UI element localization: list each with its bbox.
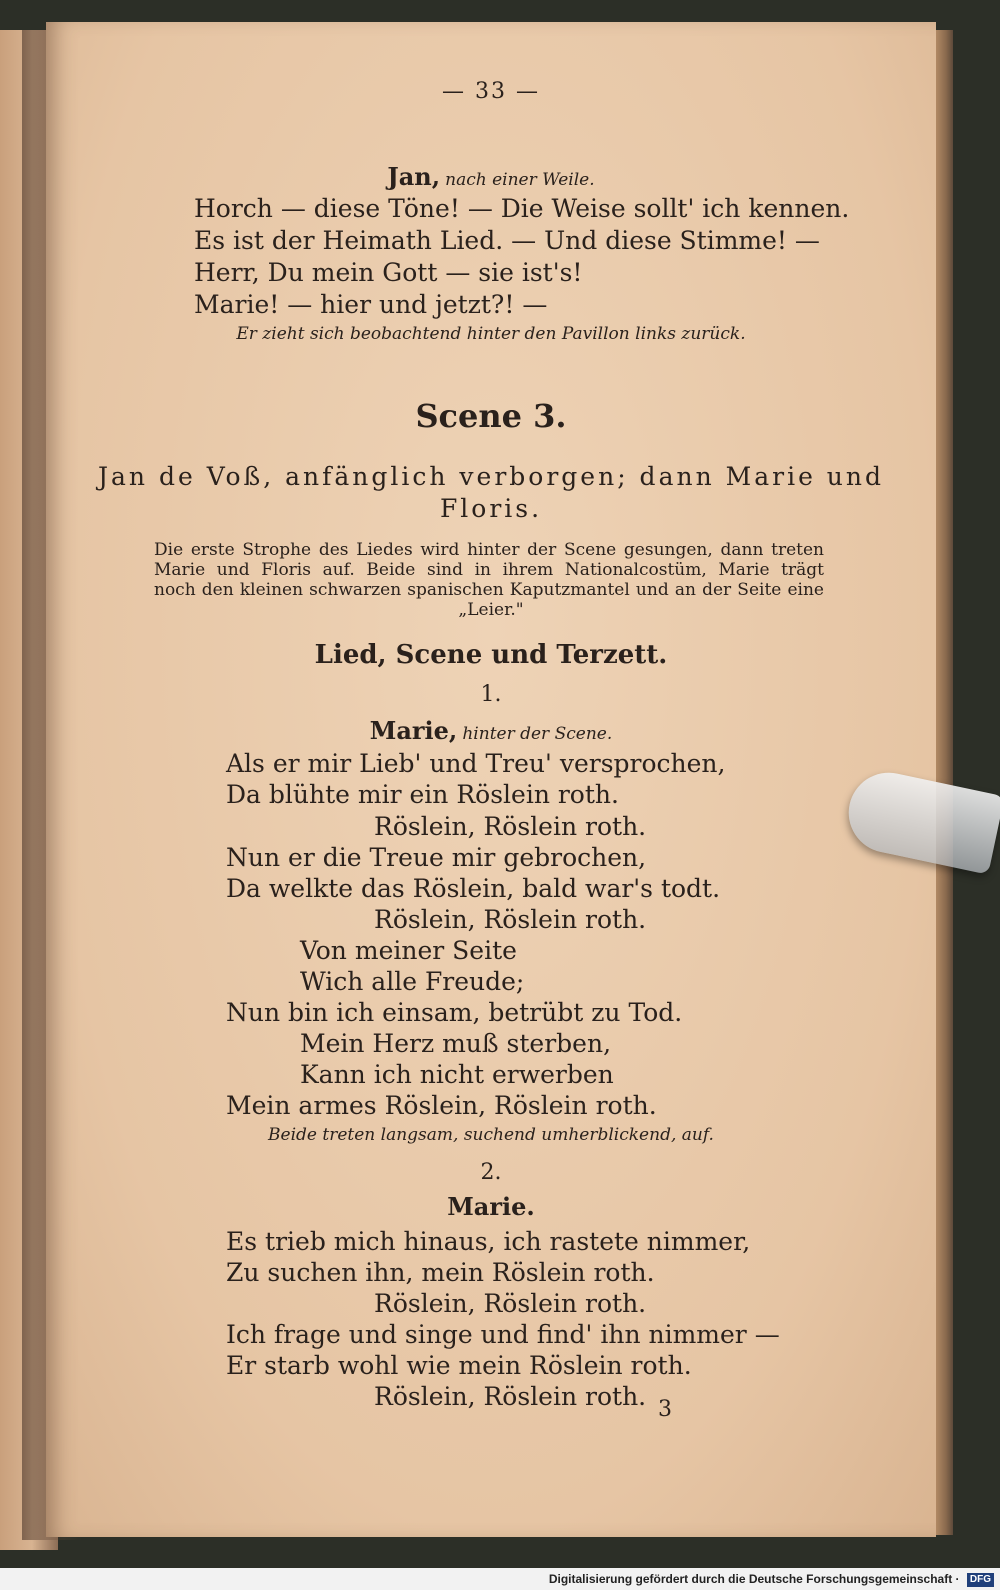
verse-line: Mein Herz muß sterben, <box>300 1029 612 1058</box>
scene-description-line: noch den kleinen schwarzen spanischen Kaputzmantel und an der Seite eine <box>154 580 824 600</box>
speaker-direction: nach einer Weile. <box>445 170 595 190</box>
verse-line: Es trieb mich hinaus, ich rastete nimmer, <box>226 1227 751 1256</box>
speaker-name: Marie. <box>447 1192 535 1221</box>
verse-number: 1. <box>480 682 502 707</box>
scene-description-line: „Leier." <box>458 600 524 620</box>
signature-mark: 3 <box>658 1397 672 1422</box>
stage-direction: Beide treten langsam, suchend umherblickend, auf. <box>268 1125 714 1145</box>
verse-line: Zu suchen ihn, mein Röslein roth. <box>226 1258 655 1287</box>
verse-line: Da welkte das Röslein, bald war's todt. <box>226 874 721 903</box>
scene-description-line: Die erste Strophe des Liedes wird hinter der Scene gesungen, dann treten <box>154 540 824 560</box>
verse-line: Wich alle Freude; <box>300 967 525 996</box>
speaker-line <box>46 162 936 191</box>
footer-credit: Digitalisierung gefördert durch die Deutsche Forschungsgemeinschaft · <box>548 1572 960 1586</box>
verse-line: Mein armes Röslein, Röslein roth. <box>226 1091 657 1120</box>
verse-line: Von meiner Seite <box>300 936 517 965</box>
verse-line: Er starb wohl wie mein Röslein roth. <box>226 1351 692 1380</box>
speaker-direction: hinter der Scene. <box>462 724 613 744</box>
verse-line: Nun er die Treue mir gebrochen, <box>226 843 647 872</box>
cast-line: Floris. <box>439 494 543 523</box>
verse-number: 2. <box>480 1160 502 1185</box>
section-title: Lied, Scene und Terzett. <box>314 640 668 670</box>
verse-line: Kann ich nicht erwerben <box>300 1060 614 1089</box>
scene-description-line: Marie und Floris auf. Beide sind in ihrem Nationalcostüm, Marie trägt <box>154 560 824 580</box>
verse-line: Als er mir Lieb' und Treu' versprochen, <box>226 749 726 778</box>
verse-line: Röslein, Röslein roth. <box>374 812 647 841</box>
book-page <box>46 22 936 1537</box>
verse-line: Herr, Du mein Gott — sie ist's! <box>194 258 583 287</box>
cast-line: Jan de Voß, anfänglich verborgen; dann Marie und <box>97 462 885 491</box>
stage-direction: Er zieht sich beobachtend hinter den Pavillon links zurück. <box>236 324 746 344</box>
page-number-header: — 33 — <box>442 79 540 104</box>
verse-line: Röslein, Röslein roth. <box>374 1289 647 1318</box>
verse-line: Röslein, Röslein roth. <box>374 1382 647 1411</box>
speaker-name: Jan, <box>387 162 441 191</box>
footer-bar <box>0 1568 1000 1590</box>
speaker-name: Marie, <box>369 716 458 745</box>
scene-title: Scene 3. <box>415 397 567 435</box>
verse-line: Ich frage und singe und find' ihn nimmer — <box>226 1320 780 1349</box>
verse-line: Horch — diese Töne! — Die Weise sollt' ich kennen. <box>194 194 850 223</box>
verse-line: Röslein, Röslein roth. <box>374 905 647 934</box>
dfg-logo: DFG <box>967 1573 994 1587</box>
verse-line: Marie! — hier und jetzt?! — <box>194 290 548 319</box>
speaker-line <box>46 716 936 745</box>
verse-line: Es ist der Heimath Lied. — Und diese Stimme! — <box>194 226 820 255</box>
verse-line: Nun bin ich einsam, betrübt zu Tod. <box>226 998 683 1027</box>
verse-line: Da blühte mir ein Röslein roth. <box>226 780 619 809</box>
